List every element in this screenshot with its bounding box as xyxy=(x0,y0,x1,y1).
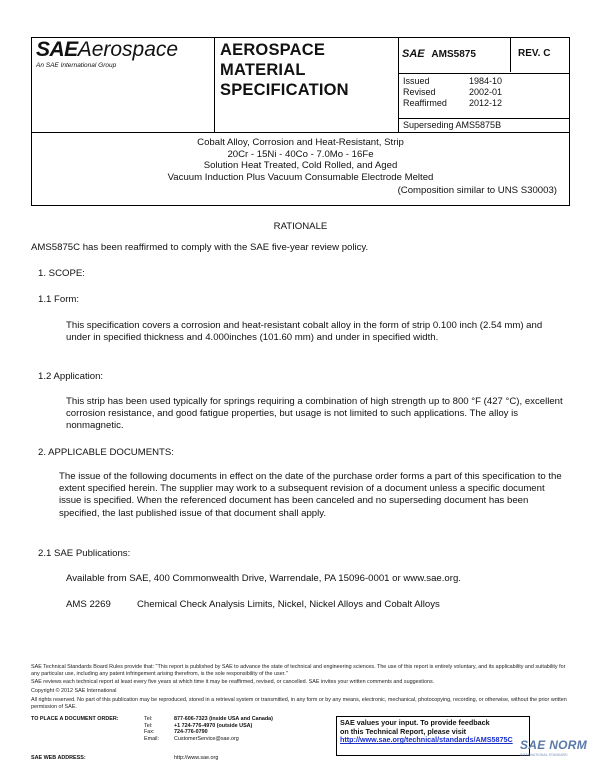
reaffirmed-label: Reaffirmed xyxy=(403,98,447,108)
header-divider xyxy=(214,38,215,132)
footer-notice: SAE Technical Standards Board Rules provide that: "This report is published by SAE to advance the state of technical and engineering sciences. The use of this report is entirely voluntary, and its applicability and suitability for any particular use, including any patent infringement arising therefrom, is the sole responsibility of the user." xyxy=(31,664,566,677)
paragraph: The issue of the following documents in effect on the date of the purchase order forms a part of this specification to the extent specified herein. The supplier may work to a subsequent revision of a document unless a specific document issue is specified. When the referenced document has been canceled and no superseding document has been specified, the last published issue of that document shall apply. xyxy=(59,471,562,519)
rationale-heading: RATIONALE xyxy=(273,221,328,232)
spec-title xyxy=(220,40,349,100)
section-heading: 1.1 Form: xyxy=(38,294,80,305)
reference-title: Chemical Check Analysis Limits, Nickel, Nickel Alloys and Cobalt Alloys xyxy=(137,599,440,610)
tel-value: 877-606-7323 (inside USA and Canada) xyxy=(174,716,273,722)
watermark-subtitle: INTERNATIONAL STANDARD xyxy=(520,753,568,757)
paragraph: This specification covers a corrosion and heat-resistant cobalt alloy in the form of strip 0.100 inch (2.54 mm) and under in specified thickness and 4.000inches (101.60 mm) and under in specified width. xyxy=(66,320,543,344)
reaffirmed-value: 2012-12 xyxy=(469,98,503,108)
feedback-link[interactable]: http://www.sae.org/technical/standards/AMS5875C xyxy=(340,735,513,745)
issued-value: 1984-10 xyxy=(469,76,503,86)
email-value[interactable]: CustomerService@sae.org xyxy=(174,735,239,742)
email-label: Email: xyxy=(144,735,159,742)
subject-text xyxy=(31,137,570,183)
tel2-label: Tel: xyxy=(144,722,153,729)
tel2-value: +1 724-776-4970 (outside USA) xyxy=(174,722,253,729)
footer-notice: All rights reserved. No part of this publication may be reproduced, stored in a retrieval system or transmitted, in any form or by any means, electronic, mechanical, photocopying, recording, or otherwise, without the prior written permission of SAE. xyxy=(31,697,567,710)
order-label: TO PLACE A DOCUMENT ORDER: xyxy=(31,716,119,722)
tel-label: Tel: xyxy=(144,716,153,722)
logo-subtitle: An SAE International Group xyxy=(36,62,117,69)
header-divider xyxy=(510,38,511,72)
superseding-text: Superseding AMS5875B xyxy=(403,120,502,130)
fax-value: 724-776-0790 xyxy=(174,729,208,736)
feedback-line: on this Technical Report, please visit xyxy=(340,726,467,736)
subject-line: Solution Heat Treated, Cold Rolled, and Aged xyxy=(203,160,398,172)
title-line: SPECIFICATION xyxy=(220,81,349,99)
title-line: MATERIAL xyxy=(220,61,306,79)
revised-label: Revised xyxy=(403,87,436,97)
footer-copyright: Copyright © 2012 SAE International xyxy=(31,688,117,694)
subject-line: 20Cr - 15Ni - 40Co - 7.0Mo - 16Fe xyxy=(227,148,374,160)
feedback-box xyxy=(336,716,530,756)
footer-notice: SAE reviews each technical report at least every five years at which time it may be reaffirmed, revised, or cancelled. SAE invites your written comments and suggestions. xyxy=(31,679,435,685)
section-heading: 1.2 Application: xyxy=(38,371,104,382)
revision-label: REV. C xyxy=(518,48,551,59)
doc-sae-logo: SAE xyxy=(402,48,425,60)
subject-line: Vacuum Induction Plus Vacuum Consumable Electrode Melted xyxy=(167,171,434,183)
logo-aerospace-text: Aerospace xyxy=(77,38,179,61)
rationale-text: AMS5875C has been reaffirmed to comply with the SAE five-year review policy. xyxy=(31,242,369,253)
section-heading: 2. APPLICABLE DOCUMENTS: xyxy=(38,447,174,458)
watermark-logo: SAE NORM xyxy=(520,738,588,752)
paragraph: Available from SAE, 400 Commonwealth Drive, Warrendale, PA 15096-0001 or www.sae.org. xyxy=(66,573,461,584)
logo-sae-text: SAE xyxy=(36,38,78,61)
reference-number: AMS 2269 xyxy=(66,599,111,610)
feedback-line: SAE values your input. To provide feedback xyxy=(340,718,490,727)
web-address-link[interactable]: http://www.sae.org xyxy=(174,755,219,761)
subject-line: Cobalt Alloy, Corrosion and Heat-Resistant, Strip xyxy=(197,137,404,148)
order-info xyxy=(31,716,273,742)
title-line: AEROSPACE xyxy=(220,41,326,59)
issued-label: Issued xyxy=(403,76,430,86)
header-rule xyxy=(398,118,569,119)
web-address-label: SAE WEB ADDRESS: xyxy=(31,755,86,761)
fax-label: Fax: xyxy=(144,729,155,736)
header-rule xyxy=(398,73,569,74)
section-heading: 2.1 SAE Publications: xyxy=(38,548,131,559)
paragraph: This strip has been used typically for springs requiring a combination of high strength up to 800 °F (427 °C), excellent corrosion resistance, and good fatigue properties, but usage is not limited to such applications. The alloy is nonmagnetic. xyxy=(66,396,563,432)
doc-number-text: AMS5875 xyxy=(431,49,476,60)
sae-aerospace-logo xyxy=(36,38,178,62)
revised-value: 2002-01 xyxy=(469,87,503,97)
section-heading: 1. SCOPE: xyxy=(38,268,85,279)
subject-line: (Composition similar to UNS S30003) xyxy=(397,185,557,196)
document-number xyxy=(402,48,476,60)
